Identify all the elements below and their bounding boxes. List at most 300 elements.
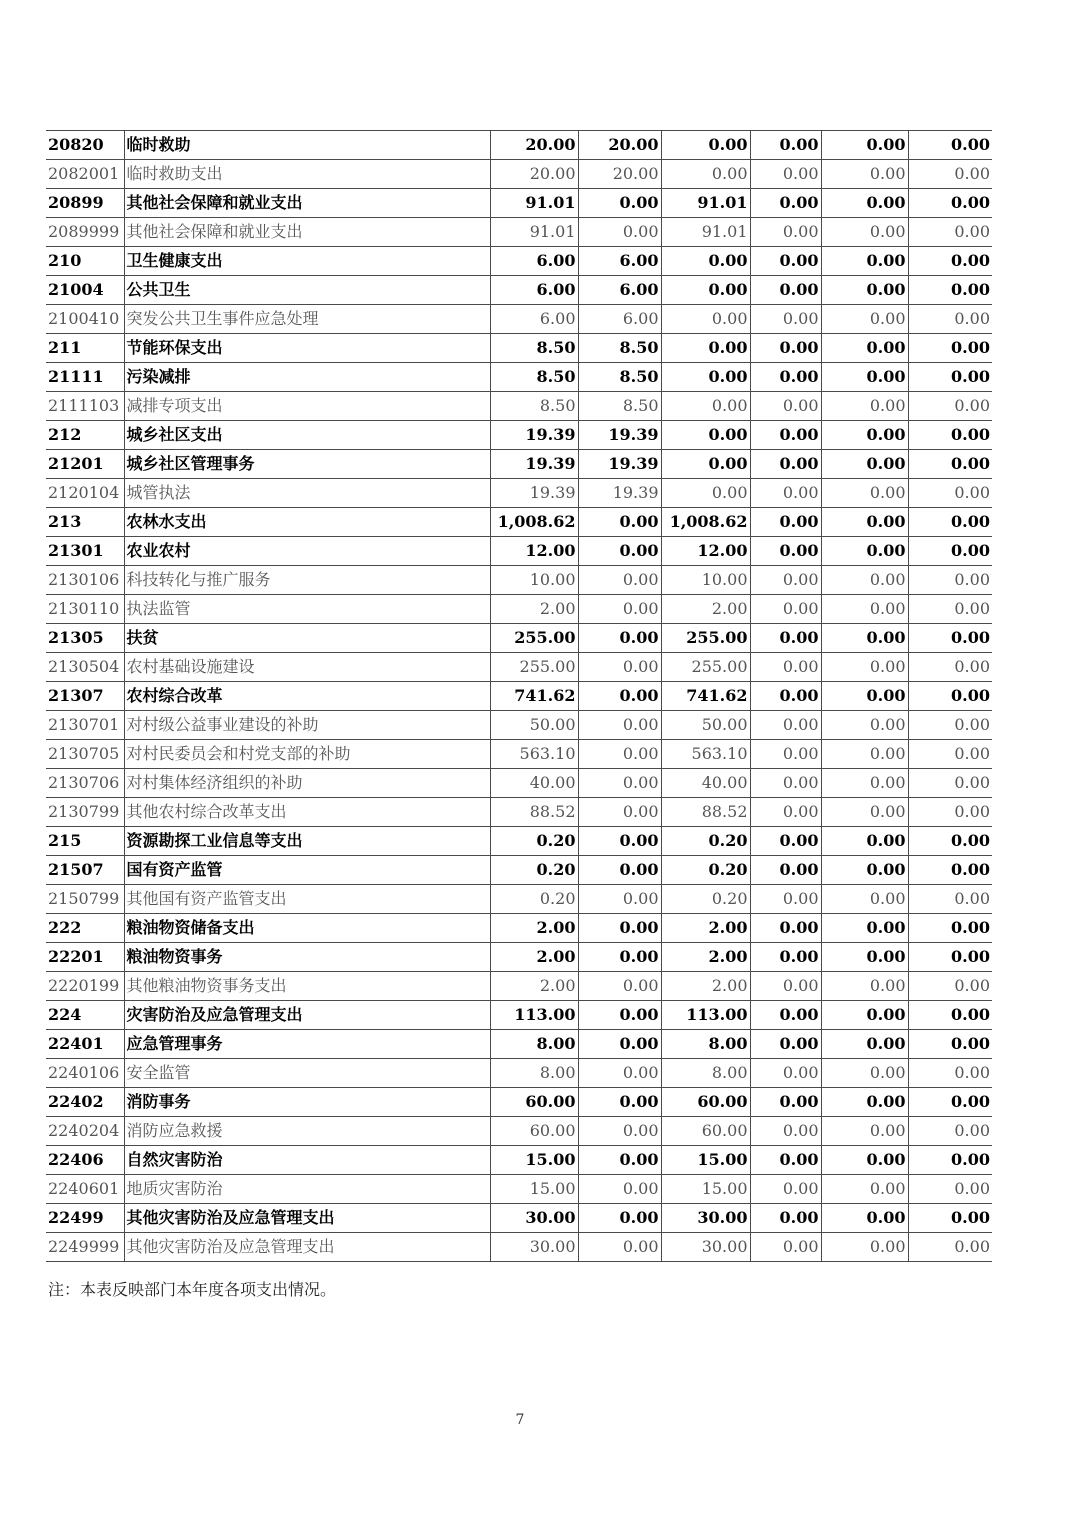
table-row [46, 1233, 992, 1262]
amount-cell-col6: 0.00 [908, 1030, 992, 1059]
amount-cell-col6: 0.00 [908, 450, 992, 479]
amount-cell-col4: 0.00 [750, 914, 821, 943]
amount-cell-col4: 0.00 [750, 740, 821, 769]
amount-cell-col4: 0.00 [750, 1030, 821, 1059]
amount-cell-col1: 30.00 [490, 1233, 578, 1262]
amount-cell-col3: 0.20 [661, 885, 750, 914]
amount-cell-col4: 0.00 [750, 885, 821, 914]
amount-cell-col4: 0.00 [750, 1175, 821, 1204]
amount-cell-col5: 0.00 [821, 392, 908, 421]
subject-code-cell: 21305 [46, 624, 124, 653]
subject-name-cell: 农业农村 [124, 537, 490, 566]
table-row [46, 566, 992, 595]
amount-cell-col3: 0.00 [661, 160, 750, 189]
amount-cell-col1: 10.00 [490, 566, 578, 595]
amount-cell-col6: 0.00 [908, 1204, 992, 1233]
subject-name-cell: 城乡社区管理事务 [124, 450, 490, 479]
table-row [46, 450, 992, 479]
amount-cell-col6: 0.00 [908, 827, 992, 856]
amount-cell-col1: 60.00 [490, 1117, 578, 1146]
amount-cell-col1: 30.00 [490, 1204, 578, 1233]
amount-cell-col1: 1,008.62 [490, 508, 578, 537]
amount-cell-col5: 0.00 [821, 131, 908, 160]
amount-cell-col2: 0.00 [578, 624, 661, 653]
table-row [46, 856, 992, 885]
amount-cell-col5: 0.00 [821, 885, 908, 914]
amount-cell-col4: 0.00 [750, 247, 821, 276]
subject-code-cell: 21301 [46, 537, 124, 566]
amount-cell-col2: 0.00 [578, 972, 661, 1001]
subject-name-cell: 农林水支出 [124, 508, 490, 537]
amount-cell-col4: 0.00 [750, 218, 821, 247]
amount-cell-col4: 0.00 [750, 798, 821, 827]
amount-cell-col4: 0.00 [750, 1233, 821, 1262]
amount-cell-col6: 0.00 [908, 1146, 992, 1175]
amount-cell-col2: 8.50 [578, 392, 661, 421]
amount-cell-col6: 0.00 [908, 537, 992, 566]
amount-cell-col3: 0.00 [661, 479, 750, 508]
amount-cell-col6: 0.00 [908, 276, 992, 305]
subject-code-cell: 2220199 [46, 972, 124, 1001]
subject-code-cell: 21201 [46, 450, 124, 479]
amount-cell-col2: 0.00 [578, 827, 661, 856]
subject-code-cell: 212 [46, 421, 124, 450]
subject-code-cell: 21507 [46, 856, 124, 885]
amount-cell-col1: 255.00 [490, 653, 578, 682]
amount-cell-col5: 0.00 [821, 276, 908, 305]
subject-code-cell: 2130110 [46, 595, 124, 624]
amount-cell-col2: 8.50 [578, 363, 661, 392]
subject-name-cell: 消防事务 [124, 1088, 490, 1117]
amount-cell-col2: 0.00 [578, 653, 661, 682]
amount-cell-col1: 91.01 [490, 189, 578, 218]
amount-cell-col6: 0.00 [908, 1117, 992, 1146]
amount-cell-col6: 0.00 [908, 798, 992, 827]
table-footnote: 注：本表反映部门本年度各项支出情况。 [48, 1280, 337, 1299]
amount-cell-col3: 0.00 [661, 450, 750, 479]
amount-cell-col1: 741.62 [490, 682, 578, 711]
amount-cell-col2: 0.00 [578, 189, 661, 218]
amount-cell-col1: 8.00 [490, 1030, 578, 1059]
subject-name-cell: 资源勘探工业信息等支出 [124, 827, 490, 856]
amount-cell-col2: 0.00 [578, 856, 661, 885]
subject-name-cell: 农村基础设施建设 [124, 653, 490, 682]
amount-cell-col2: 0.00 [578, 885, 661, 914]
table-row [46, 1117, 992, 1146]
amount-cell-col1: 563.10 [490, 740, 578, 769]
amount-cell-col5: 0.00 [821, 450, 908, 479]
amount-cell-col4: 0.00 [750, 1117, 821, 1146]
table-row [46, 392, 992, 421]
table-row [46, 1204, 992, 1233]
table-row [46, 305, 992, 334]
table-row [46, 798, 992, 827]
subject-name-cell: 灾害防治及应急管理支出 [124, 1001, 490, 1030]
amount-cell-col4: 0.00 [750, 450, 821, 479]
amount-cell-col1: 255.00 [490, 624, 578, 653]
subject-name-cell: 粮油物资储备支出 [124, 914, 490, 943]
subject-code-cell: 2150799 [46, 885, 124, 914]
subject-name-cell: 污染减排 [124, 363, 490, 392]
amount-cell-col3: 60.00 [661, 1117, 750, 1146]
amount-cell-col3: 0.00 [661, 276, 750, 305]
subject-name-cell: 其他灾害防治及应急管理支出 [124, 1204, 490, 1233]
table-row [46, 1059, 992, 1088]
subject-code-cell: 2130705 [46, 740, 124, 769]
amount-cell-col3: 2.00 [661, 943, 750, 972]
amount-cell-col4: 0.00 [750, 392, 821, 421]
amount-cell-col5: 0.00 [821, 1146, 908, 1175]
amount-cell-col1: 8.00 [490, 1059, 578, 1088]
page-number: 7 [515, 1412, 525, 1428]
amount-cell-col6: 0.00 [908, 131, 992, 160]
subject-name-cell: 科技转化与推广服务 [124, 566, 490, 595]
amount-cell-col4: 0.00 [750, 276, 821, 305]
expense-table [46, 130, 992, 1262]
subject-name-cell: 城乡社区支出 [124, 421, 490, 450]
amount-cell-col1: 19.39 [490, 421, 578, 450]
amount-cell-col5: 0.00 [821, 769, 908, 798]
table-row [46, 653, 992, 682]
amount-cell-col4: 0.00 [750, 1088, 821, 1117]
amount-cell-col2: 0.00 [578, 218, 661, 247]
amount-cell-col6: 0.00 [908, 769, 992, 798]
amount-cell-col6: 0.00 [908, 566, 992, 595]
amount-cell-col5: 0.00 [821, 247, 908, 276]
amount-cell-col1: 0.20 [490, 827, 578, 856]
amount-cell-col3: 8.00 [661, 1030, 750, 1059]
amount-cell-col3: 15.00 [661, 1175, 750, 1204]
table-row [46, 682, 992, 711]
amount-cell-col3: 0.20 [661, 827, 750, 856]
amount-cell-col4: 0.00 [750, 1059, 821, 1088]
amount-cell-col5: 0.00 [821, 798, 908, 827]
amount-cell-col1: 2.00 [490, 595, 578, 624]
amount-cell-col3: 50.00 [661, 711, 750, 740]
subject-name-cell: 执法监管 [124, 595, 490, 624]
amount-cell-col6: 0.00 [908, 247, 992, 276]
amount-cell-col2: 0.00 [578, 682, 661, 711]
amount-cell-col5: 0.00 [821, 1001, 908, 1030]
amount-cell-col4: 0.00 [750, 1146, 821, 1175]
amount-cell-col6: 0.00 [908, 740, 992, 769]
subject-code-cell: 2240204 [46, 1117, 124, 1146]
subject-name-cell: 消防应急救援 [124, 1117, 490, 1146]
amount-cell-col3: 255.00 [661, 653, 750, 682]
amount-cell-col4: 0.00 [750, 711, 821, 740]
subject-code-cell: 2130106 [46, 566, 124, 595]
table-row [46, 972, 992, 1001]
amount-cell-col2: 0.00 [578, 769, 661, 798]
amount-cell-col3: 0.00 [661, 247, 750, 276]
amount-cell-col6: 0.00 [908, 914, 992, 943]
amount-cell-col2: 0.00 [578, 1146, 661, 1175]
amount-cell-col5: 0.00 [821, 856, 908, 885]
amount-cell-col4: 0.00 [750, 566, 821, 595]
amount-cell-col5: 0.00 [821, 740, 908, 769]
amount-cell-col1: 15.00 [490, 1146, 578, 1175]
subject-name-cell: 其他社会保障和就业支出 [124, 189, 490, 218]
amount-cell-col4: 0.00 [750, 972, 821, 1001]
amount-cell-col3: 8.00 [661, 1059, 750, 1088]
amount-cell-col5: 0.00 [821, 334, 908, 363]
amount-cell-col5: 0.00 [821, 218, 908, 247]
subject-code-cell: 2130799 [46, 798, 124, 827]
amount-cell-col4: 0.00 [750, 827, 821, 856]
amount-cell-col2: 0.00 [578, 711, 661, 740]
amount-cell-col2: 0.00 [578, 1088, 661, 1117]
table-row [46, 363, 992, 392]
amount-cell-col6: 0.00 [908, 624, 992, 653]
amount-cell-col1: 2.00 [490, 914, 578, 943]
subject-code-cell: 20899 [46, 189, 124, 218]
amount-cell-col4: 0.00 [750, 334, 821, 363]
amount-cell-col5: 0.00 [821, 566, 908, 595]
table-row [46, 711, 992, 740]
amount-cell-col3: 2.00 [661, 972, 750, 1001]
amount-cell-col5: 0.00 [821, 1233, 908, 1262]
amount-cell-col3: 15.00 [661, 1146, 750, 1175]
amount-cell-col6: 0.00 [908, 595, 992, 624]
subject-name-cell: 扶贫 [124, 624, 490, 653]
amount-cell-col3: 0.00 [661, 392, 750, 421]
amount-cell-col1: 40.00 [490, 769, 578, 798]
table-row [46, 131, 992, 160]
amount-cell-col2: 0.00 [578, 1233, 661, 1262]
subject-name-cell: 对村民委员会和村党支部的补助 [124, 740, 490, 769]
subject-code-cell: 22402 [46, 1088, 124, 1117]
amount-cell-col3: 2.00 [661, 914, 750, 943]
amount-cell-col5: 0.00 [821, 508, 908, 537]
amount-cell-col1: 0.20 [490, 856, 578, 885]
table-row [46, 537, 992, 566]
amount-cell-col2: 0.00 [578, 1059, 661, 1088]
amount-cell-col2: 0.00 [578, 595, 661, 624]
amount-cell-col5: 0.00 [821, 682, 908, 711]
amount-cell-col6: 0.00 [908, 653, 992, 682]
amount-cell-col3: 563.10 [661, 740, 750, 769]
table-row [46, 943, 992, 972]
amount-cell-col2: 19.39 [578, 479, 661, 508]
subject-code-cell: 2240106 [46, 1059, 124, 1088]
amount-cell-col1: 0.20 [490, 885, 578, 914]
subject-name-cell: 其他社会保障和就业支出 [124, 218, 490, 247]
table-row [46, 479, 992, 508]
amount-cell-col1: 2.00 [490, 972, 578, 1001]
subject-name-cell: 其他灾害防治及应急管理支出 [124, 1233, 490, 1262]
amount-cell-col1: 19.39 [490, 450, 578, 479]
amount-cell-col5: 0.00 [821, 1204, 908, 1233]
amount-cell-col4: 0.00 [750, 305, 821, 334]
subject-code-cell: 213 [46, 508, 124, 537]
amount-cell-col6: 0.00 [908, 943, 992, 972]
table-row [46, 160, 992, 189]
amount-cell-col1: 19.39 [490, 479, 578, 508]
subject-name-cell: 卫生健康支出 [124, 247, 490, 276]
amount-cell-col2: 0.00 [578, 740, 661, 769]
amount-cell-col6: 0.00 [908, 682, 992, 711]
amount-cell-col5: 0.00 [821, 1117, 908, 1146]
amount-cell-col5: 0.00 [821, 1088, 908, 1117]
amount-cell-col5: 0.00 [821, 305, 908, 334]
amount-cell-col6: 0.00 [908, 305, 992, 334]
amount-cell-col2: 8.50 [578, 334, 661, 363]
amount-cell-col5: 0.00 [821, 972, 908, 1001]
amount-cell-col5: 0.00 [821, 363, 908, 392]
amount-cell-col3: 91.01 [661, 218, 750, 247]
subject-name-cell: 对村级公益事业建设的补助 [124, 711, 490, 740]
amount-cell-col3: 91.01 [661, 189, 750, 218]
table-row [46, 624, 992, 653]
table-row [46, 740, 992, 769]
subject-name-cell: 突发公共卫生事件应急处理 [124, 305, 490, 334]
subject-code-cell: 2130701 [46, 711, 124, 740]
subject-code-cell: 224 [46, 1001, 124, 1030]
subject-name-cell: 其他农村综合改革支出 [124, 798, 490, 827]
subject-code-cell: 2130706 [46, 769, 124, 798]
table-row [46, 218, 992, 247]
subject-code-cell: 2240601 [46, 1175, 124, 1204]
amount-cell-col1: 91.01 [490, 218, 578, 247]
subject-name-cell: 节能环保支出 [124, 334, 490, 363]
amount-cell-col1: 8.50 [490, 363, 578, 392]
subject-name-cell: 自然灾害防治 [124, 1146, 490, 1175]
amount-cell-col3: 12.00 [661, 537, 750, 566]
amount-cell-col1: 6.00 [490, 305, 578, 334]
subject-name-cell: 临时救助支出 [124, 160, 490, 189]
subject-name-cell: 农村综合改革 [124, 682, 490, 711]
table-row [46, 595, 992, 624]
amount-cell-col4: 0.00 [750, 595, 821, 624]
amount-cell-col2: 0.00 [578, 1030, 661, 1059]
amount-cell-col4: 0.00 [750, 943, 821, 972]
table-row [46, 508, 992, 537]
amount-cell-col5: 0.00 [821, 479, 908, 508]
amount-cell-col5: 0.00 [821, 421, 908, 450]
amount-cell-col3: 741.62 [661, 682, 750, 711]
amount-cell-col6: 0.00 [908, 508, 992, 537]
subject-code-cell: 2130504 [46, 653, 124, 682]
amount-cell-col4: 0.00 [750, 624, 821, 653]
amount-cell-col5: 0.00 [821, 595, 908, 624]
amount-cell-col3: 10.00 [661, 566, 750, 595]
amount-cell-col4: 0.00 [750, 653, 821, 682]
table-row [46, 885, 992, 914]
subject-name-cell: 城管执法 [124, 479, 490, 508]
amount-cell-col4: 0.00 [750, 1204, 821, 1233]
subject-name-cell: 应急管理事务 [124, 1030, 490, 1059]
amount-cell-col6: 0.00 [908, 1175, 992, 1204]
amount-cell-col2: 0.00 [578, 1117, 661, 1146]
amount-cell-col6: 0.00 [908, 160, 992, 189]
amount-cell-col6: 0.00 [908, 1059, 992, 1088]
subject-name-cell: 临时救助 [124, 131, 490, 160]
subject-name-cell: 国有资产监管 [124, 856, 490, 885]
table-row [46, 827, 992, 856]
amount-cell-col4: 0.00 [750, 160, 821, 189]
amount-cell-col6: 0.00 [908, 1233, 992, 1262]
amount-cell-col6: 0.00 [908, 1001, 992, 1030]
amount-cell-col5: 0.00 [821, 189, 908, 218]
amount-cell-col1: 60.00 [490, 1088, 578, 1117]
amount-cell-col2: 0.00 [578, 537, 661, 566]
subject-code-cell: 22499 [46, 1204, 124, 1233]
amount-cell-col1: 12.00 [490, 537, 578, 566]
amount-cell-col3: 30.00 [661, 1204, 750, 1233]
subject-code-cell: 215 [46, 827, 124, 856]
amount-cell-col5: 0.00 [821, 943, 908, 972]
amount-cell-col2: 20.00 [578, 131, 661, 160]
subject-code-cell: 22406 [46, 1146, 124, 1175]
amount-cell-col3: 88.52 [661, 798, 750, 827]
amount-cell-col1: 113.00 [490, 1001, 578, 1030]
amount-cell-col1: 8.50 [490, 392, 578, 421]
amount-cell-col3: 2.00 [661, 595, 750, 624]
amount-cell-col2: 0.00 [578, 566, 661, 595]
table-row [46, 1001, 992, 1030]
amount-cell-col4: 0.00 [750, 479, 821, 508]
amount-cell-col3: 0.00 [661, 421, 750, 450]
subject-code-cell: 211 [46, 334, 124, 363]
subject-code-cell: 21004 [46, 276, 124, 305]
amount-cell-col4: 0.00 [750, 421, 821, 450]
amount-cell-col4: 0.00 [750, 363, 821, 392]
amount-cell-col4: 0.00 [750, 1001, 821, 1030]
amount-cell-col6: 0.00 [908, 218, 992, 247]
table-row [46, 276, 992, 305]
amount-cell-col6: 0.00 [908, 1088, 992, 1117]
amount-cell-col6: 0.00 [908, 972, 992, 1001]
table-row [46, 189, 992, 218]
amount-cell-col3: 0.00 [661, 363, 750, 392]
amount-cell-col5: 0.00 [821, 827, 908, 856]
amount-cell-col1: 88.52 [490, 798, 578, 827]
amount-cell-col5: 0.00 [821, 653, 908, 682]
amount-cell-col4: 0.00 [750, 189, 821, 218]
amount-cell-col6: 0.00 [908, 421, 992, 450]
subject-name-cell: 地质灾害防治 [124, 1175, 490, 1204]
amount-cell-col3: 0.00 [661, 334, 750, 363]
amount-cell-col1: 20.00 [490, 131, 578, 160]
table-row [46, 421, 992, 450]
subject-code-cell: 2100410 [46, 305, 124, 334]
table-row [46, 1088, 992, 1117]
subject-code-cell: 21111 [46, 363, 124, 392]
amount-cell-col2: 6.00 [578, 305, 661, 334]
amount-cell-col2: 20.00 [578, 160, 661, 189]
subject-name-cell: 粮油物资事务 [124, 943, 490, 972]
amount-cell-col3: 0.20 [661, 856, 750, 885]
table-row [46, 1146, 992, 1175]
table-row [46, 247, 992, 276]
amount-cell-col6: 0.00 [908, 392, 992, 421]
amount-cell-col2: 0.00 [578, 1204, 661, 1233]
subject-name-cell: 对村集体经济组织的补助 [124, 769, 490, 798]
subject-code-cell: 20820 [46, 131, 124, 160]
amount-cell-col1: 20.00 [490, 160, 578, 189]
subject-name-cell: 其他国有资产监管支出 [124, 885, 490, 914]
amount-cell-col2: 0.00 [578, 943, 661, 972]
amount-cell-col3: 40.00 [661, 769, 750, 798]
amount-cell-col5: 0.00 [821, 537, 908, 566]
amount-cell-col4: 0.00 [750, 537, 821, 566]
amount-cell-col5: 0.00 [821, 1175, 908, 1204]
subject-name-cell: 公共卫生 [124, 276, 490, 305]
amount-cell-col2: 0.00 [578, 508, 661, 537]
subject-code-cell: 2089999 [46, 218, 124, 247]
amount-cell-col4: 0.00 [750, 769, 821, 798]
subject-code-cell: 2249999 [46, 1233, 124, 1262]
